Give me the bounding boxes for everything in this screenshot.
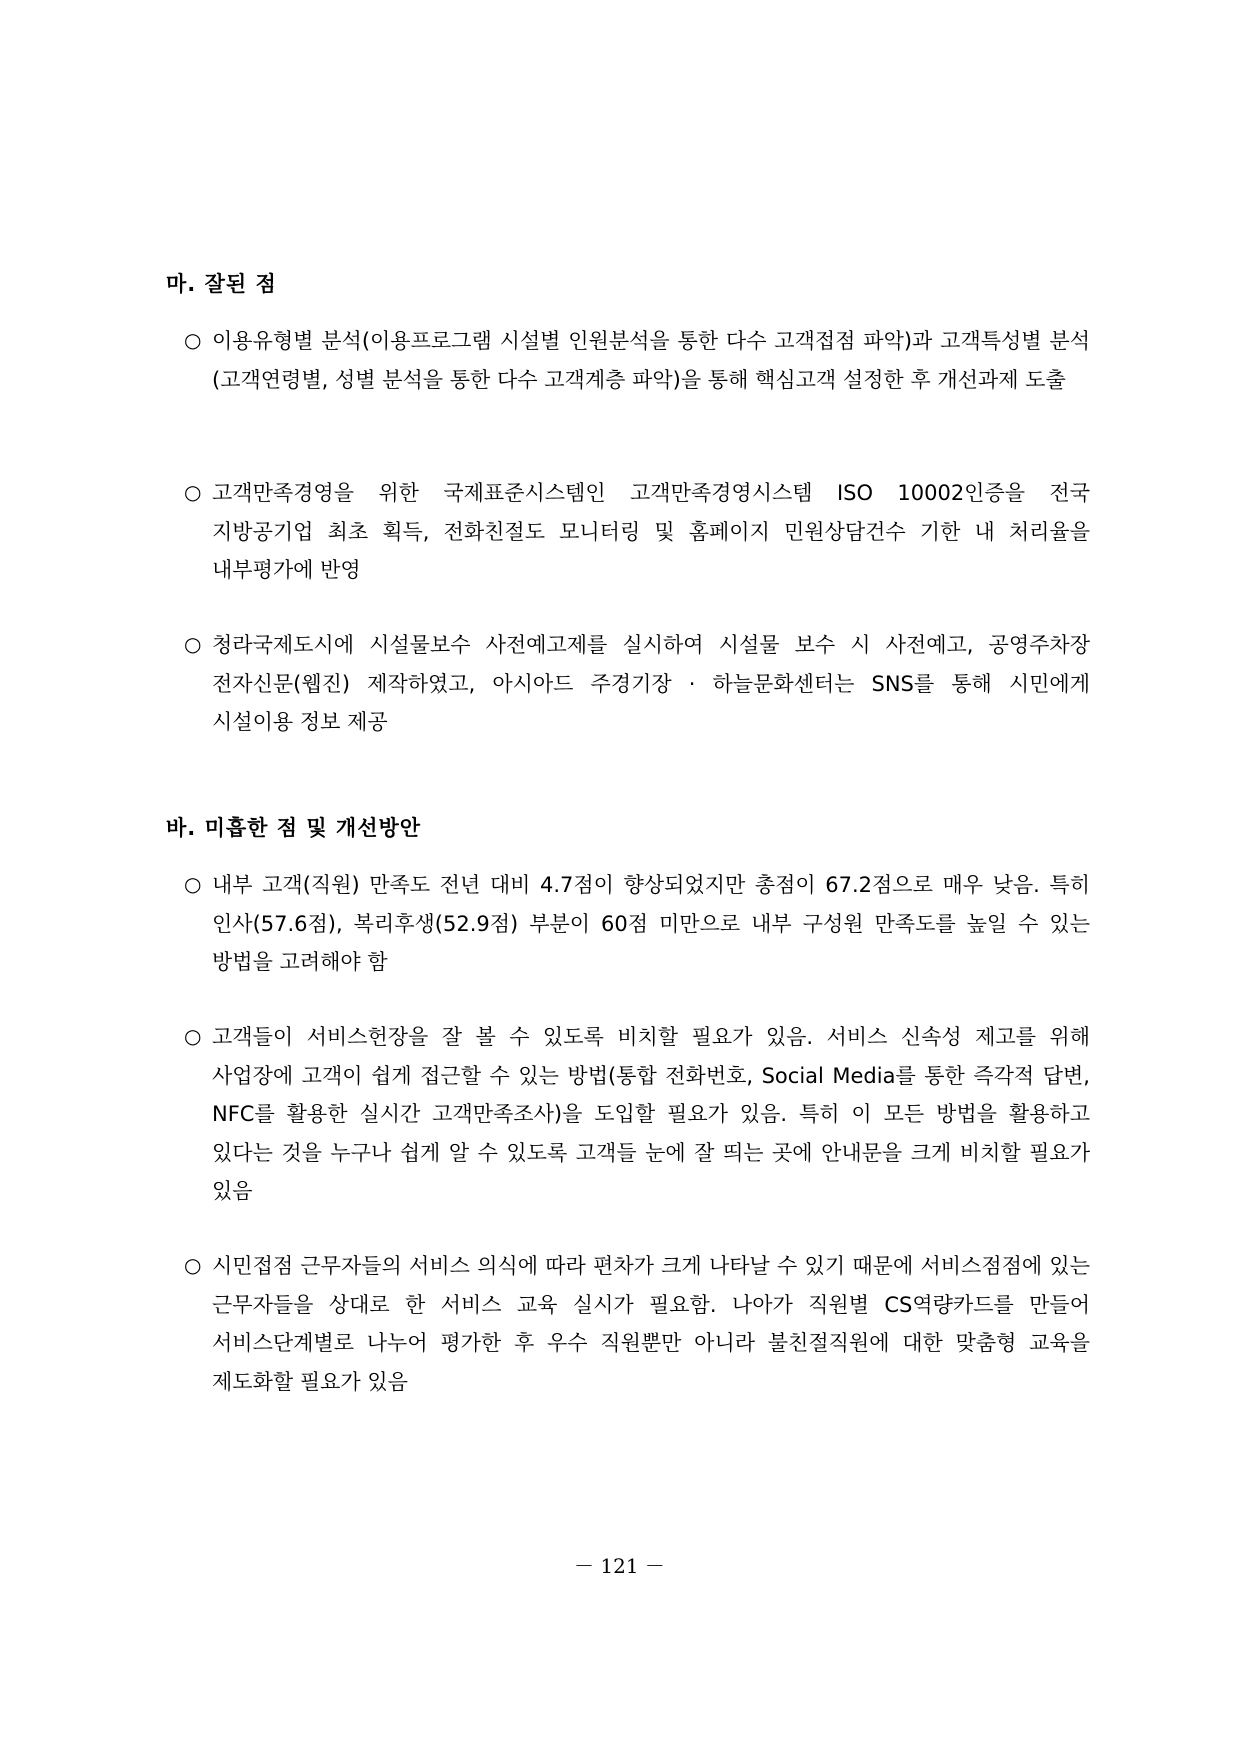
- section-title-improvements: 바. 미흡한 점 및 개선방안: [166, 816, 422, 840]
- list-item-text: 청라국제도시에 시설물보수 사전예고제를 실시하여 시설물 보수 시 사전예고, 공영주차장 전자신문(웹진) 제작하였고, 아시아드 주경기장 · 하늘문화센터는 SNS를 통해 시민에게 시설이용 정보 제공: [212, 633, 1090, 734]
- list-item-text: 고객들이 서비스헌장을 잘 볼 수 있도록 비치할 필요가 있음. 서비스 신속성 제고를 위해 사업장에 고객이 쉽게 접근할 수 있는 방법(통합 전화번호, Social Media를 통한 즉각적 답변, NFC를 활용한 실시간 고객만족조사)을 도입할 필요가 있음. 특히 이 모든 방법을 활용하고 있다는 것을 누구나 쉽게 알 수 있도록 고객들 눈에 잘 띄는 곳에 안내문을 크게 비치할 필요가 있음: [212, 1025, 1090, 1203]
- list-item-text: 이용유형별 분석(이용프로그램 시설별 인원분석을 통한 다수 고객접점 파악)과 고객특성별 분석(고객연령별, 성별 분석을 통한 다수 고객계층 파악)을 통해 핵심고객 설정한 후 개선과제 도출: [212, 329, 1090, 392]
- circle-bullet-icon: ○: [184, 1253, 202, 1277]
- list-item-text: 시민접점 근무자들의 서비스 의식에 따라 편차가 크게 나타날 수 있기 때문에 서비스점점에 있는 근무자들을 상대로 한 서비스 교육 실시가 필요함. 나아가 직원별 CS역량카드를 만들어 서비스단계별로 나누어 평가한 후 우수 직원뿐만 아니라 불친절직원에 대한 맞춤형 교육을 제도화할 필요가 있음: [212, 1254, 1090, 1394]
- circle-bullet-icon: ○: [184, 480, 202, 504]
- list-item-text: 내부 고객(직원) 만족도 전년 대비 4.7점이 향상되었지만 총점이 67.2점으로 매우 낮음. 특히 인사(57.6점), 복리후생(52.9점) 부분이 60점 미만으로 내부 구성원 만족도를 높일 수 있는 방법을 고려해야 함: [212, 873, 1090, 974]
- page-number: － 121 －: [574, 1554, 665, 1578]
- circle-bullet-icon: ○: [184, 632, 202, 656]
- list-item-text: 고객만족경영을 위한 국제표준시스템인 고객만족경영시스템 ISO 10002인증을 전국 지방공기업 최초 획득, 전화친절도 모니터링 및 홈페이지 민원상담건수 기한 내 처리율을 내부평가에 반영: [212, 481, 1090, 582]
- circle-bullet-icon: ○: [184, 872, 202, 896]
- section-title-good-points: 마. 잘된 점: [166, 272, 277, 296]
- circle-bullet-icon: ○: [184, 1024, 202, 1048]
- circle-bullet-icon: ○: [184, 328, 202, 352]
